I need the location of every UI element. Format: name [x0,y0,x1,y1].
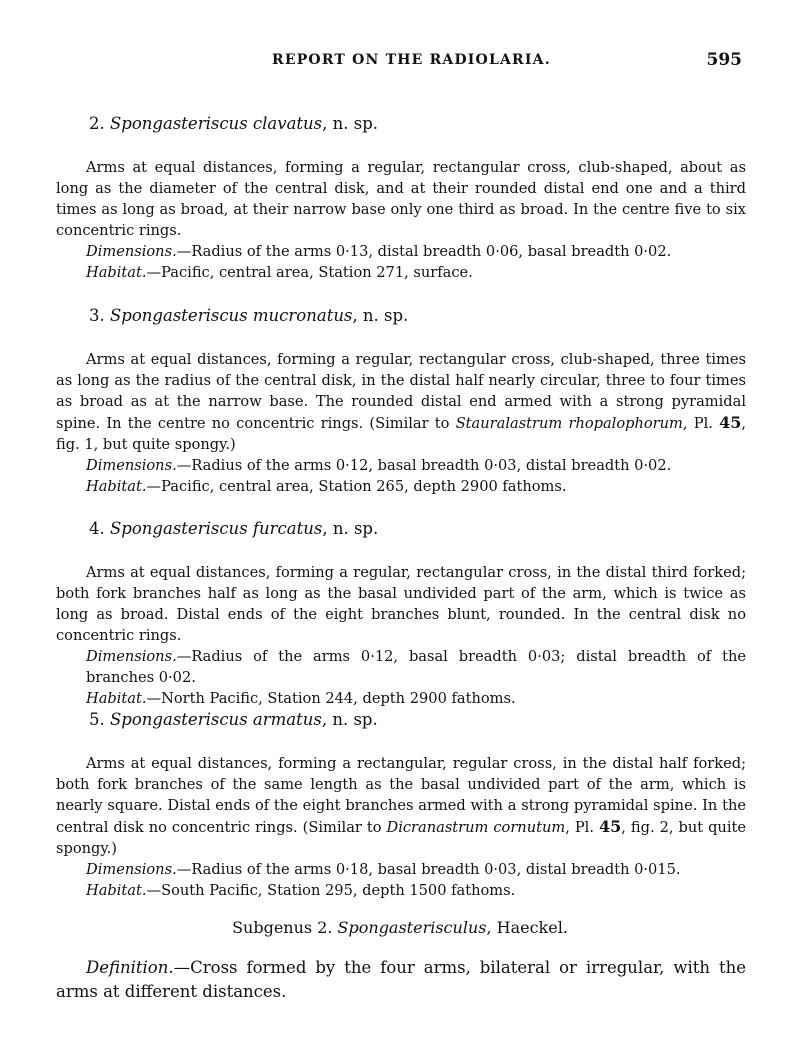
description-text: Arms at equal distances, forming a regular, rectangular cross, club-shaped, about as long as the diameter of the central disk, and at their rounded distal end one and a third times as long as broad, at their narrow base only one third as broad. In the centre five to six concentric rings. [56,159,746,239]
description-text: Arms at equal distances, forming a rectangular, regular cross, in the distal half forked; both fork branches of the same length as the basal undivided part of the arm, which is nearly square. Distal ends of the eight branches armed with a strong pyramidal spine. In the central disk no concentric rings. [56,755,746,836]
similar-prefix: (Similar to [363,415,456,432]
plate-number: 45 [598,817,622,836]
similar-taxon: Dicranastrum cornutum [386,819,566,836]
species-entry-mucronatus [56,304,746,497]
habitat-label: Habitat. [86,690,147,707]
species-body [56,562,746,709]
dimensions-label: Dimensions. [86,861,177,878]
subgenus-prefix: Subgenus 2. [232,918,338,937]
dimensions-line [56,241,746,262]
genus-name: Spongasteriscus [110,306,248,325]
species-entry-clavatus [56,112,746,283]
dimensions-text: —Radius of the arms 0·18, basal breadth 0·03, distal breadth 0·015. [176,861,681,878]
similar-post: , fig. 1, but quite spongy.) [56,415,746,453]
species-title [89,708,746,732]
species-entry-armatus [56,708,746,901]
similar-mid: , Pl. [565,819,599,836]
subgenus-name: Spongasterisculus [337,918,487,937]
page-header [0,52,800,72]
dimensions-line [56,455,746,476]
habitat-label: Habitat. [86,264,147,281]
species-name: furcatus [252,519,323,538]
species-name: mucronatus [252,306,353,325]
description-text: Arms at equal distances, forming a regular, rectangular cross, in the distal third forked; both fork branches half as long as the basal undivided part of the arm, which is twice as long as broad. Distal ends of the eight branches blunt, rounded. In the central disk no concentric rings. [56,564,746,644]
habitat-text: —Pacific, central area, Station 265, depth 2900 fathoms. [146,478,567,495]
definition-text: —Cross formed by the four arms, bilateral or irregular, with the arms at different distances. [56,958,746,1001]
habitat-text: —Pacific, central area, Station 271, surface. [146,264,473,281]
species-entry-furcatus [56,517,746,709]
dimensions-text: —Radius of the arms 0·12, basal breadth 0·03; distal breadth of the branches 0·02. [86,648,746,686]
subgenus-heading [0,918,800,937]
similar-prefix: (Similar to [297,819,387,836]
habitat-text: —North Pacific, Station 244, depth 2900 fathoms. [146,690,516,707]
species-title [89,304,746,328]
species-number: 2. [89,114,105,133]
species-number: 3. [89,306,105,325]
species-description [56,753,746,859]
habitat-line [56,688,746,709]
similar-taxon: Stauralastrum rhopalophorum [455,415,683,432]
dimensions-line [56,859,746,880]
similar-mid: , Pl. [682,415,720,432]
species-body [56,157,746,283]
species-suffix: , n. sp. [322,114,379,133]
species-suffix: , n. sp. [321,710,378,729]
definition-label: Definition. [86,958,174,977]
dimensions-label: Dimensions. [86,648,177,665]
similar-post: , fig. 2, but quite spongy.) [56,819,746,857]
species-description [56,349,746,455]
species-suffix: , n. sp. [322,519,379,538]
habitat-text: —South Pacific, Station 295, depth 1500 fathoms. [146,882,516,899]
genus-name: Spongasteriscus [110,519,248,538]
species-name: clavatus [252,114,323,133]
genus-name: Spongasteriscus [110,710,248,729]
habitat-line [56,262,746,283]
plate-number: 45 [719,413,742,432]
dimensions-label: Dimensions. [86,243,177,260]
subgenus-definition [56,956,746,1004]
species-number: 5. [89,710,105,729]
dimensions-line [56,646,746,688]
species-description [56,562,746,646]
species-suffix: , n. sp. [352,306,409,325]
habitat-label: Habitat. [86,882,147,899]
species-name: armatus [252,710,322,729]
dimensions-text: —Radius of the arms 0·13, distal breadth 0·06, basal breadth 0·02. [176,243,672,260]
dimensions-text: —Radius of the arms 0·12, basal breadth 0·03, distal breadth 0·02. [176,457,672,474]
species-title [89,112,746,136]
species-description [56,157,746,241]
species-body [56,753,746,901]
description-text: Arms at equal distances, forming a regular, rectangular cross, club-shaped, three times as long as the radius of the central disk, in the distal half nearly circular, three to four times as broad as at the narrow base. The rounded distal end armed with a strong pyramidal spine. In the centre no concentric rings. [56,351,746,432]
species-title [89,517,746,541]
page-number: 595 [706,50,742,70]
species-number: 4. [89,519,105,538]
habitat-label: Habitat. [86,478,147,495]
dimensions-label: Dimensions. [86,457,177,474]
species-body [56,349,746,497]
habitat-line [56,880,746,901]
running-title: REPORT ON THE RADIOLARIA. [272,52,551,68]
genus-name: Spongasteriscus [110,114,248,133]
subgenus-author: , Haeckel. [486,918,568,937]
habitat-line [56,476,746,497]
